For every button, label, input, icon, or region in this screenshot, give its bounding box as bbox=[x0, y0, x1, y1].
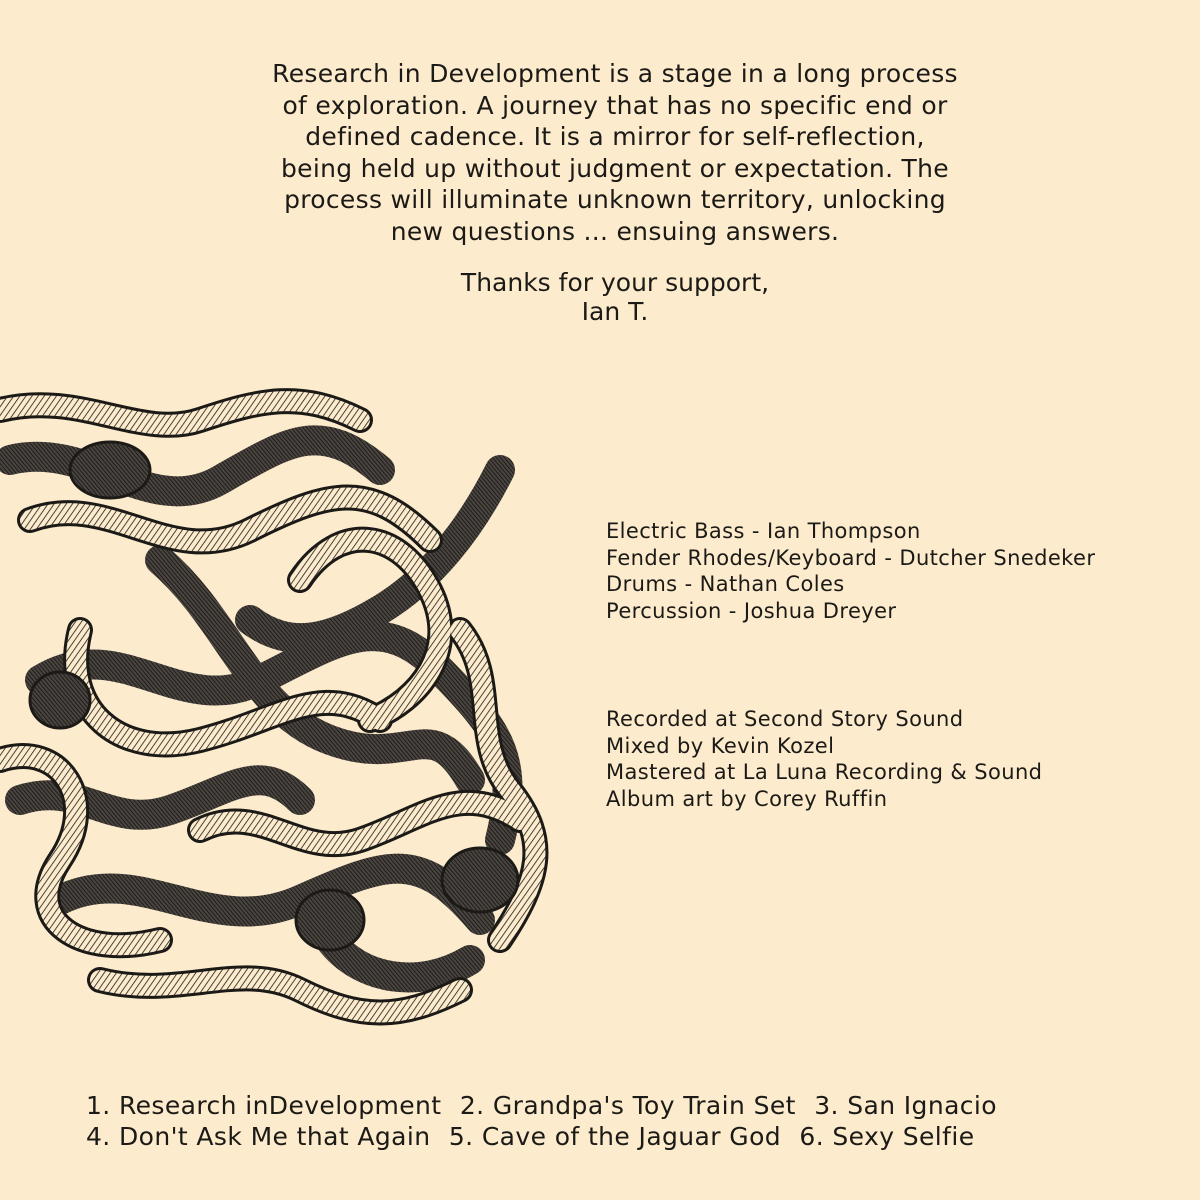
credit-line: Mastered at La Luna Recording & Sound bbox=[606, 760, 1043, 784]
intro-text bbox=[200, 58, 1030, 247]
credit-line: Drums - Nathan Coles bbox=[606, 572, 845, 596]
track-title: 2. Grandpa's Toy Train Set bbox=[459, 1091, 796, 1120]
signature: Ian T. bbox=[581, 297, 649, 326]
track-title: 1. Research inDevelopment bbox=[86, 1091, 442, 1120]
tangled-ropes-illustration bbox=[0, 380, 560, 1030]
credit-line: Fender Rhodes/Keyboard - Dutcher Snedeker bbox=[606, 545, 1096, 570]
intro-line: defined cadence. It is a mirror for self-reflection, bbox=[305, 122, 925, 151]
tracklist-row bbox=[86, 1121, 997, 1152]
intro-line: new questions ... ensuing answers. bbox=[390, 216, 840, 246]
credit-line: Mixed by Kevin Kozel bbox=[606, 733, 835, 758]
signoff bbox=[400, 268, 830, 326]
intro-line: of exploration. A journey that has no specific end or bbox=[282, 90, 948, 120]
track-title: 4. Don't Ask Me that Again bbox=[86, 1122, 431, 1151]
track-title: 6. Sexy Selfie bbox=[799, 1122, 975, 1151]
credit-line: Percussion - Joshua Dreyer bbox=[606, 598, 897, 623]
track-title: 5. Cave of the Jaguar God bbox=[448, 1122, 782, 1151]
credit-line: Recorded at Second Story Sound bbox=[606, 707, 964, 731]
tracklist-row bbox=[86, 1090, 997, 1121]
intro-line: Research in Development is a stage in a long process bbox=[272, 59, 958, 88]
intro-line: being held up without judgment or expectation. The bbox=[281, 153, 949, 183]
track-title: 3. San Ignacio bbox=[814, 1091, 997, 1120]
musician-credits bbox=[606, 518, 1095, 624]
intro-line: process will illuminate unknown territory, unlocking bbox=[284, 185, 946, 214]
production-credits bbox=[606, 706, 1042, 812]
credit-line: Electric Bass - Ian Thompson bbox=[606, 519, 921, 543]
tracklist bbox=[86, 1090, 997, 1152]
thanks-line: Thanks for your support, bbox=[460, 268, 770, 297]
credit-line: Album art by Corey Ruffin bbox=[606, 786, 888, 811]
